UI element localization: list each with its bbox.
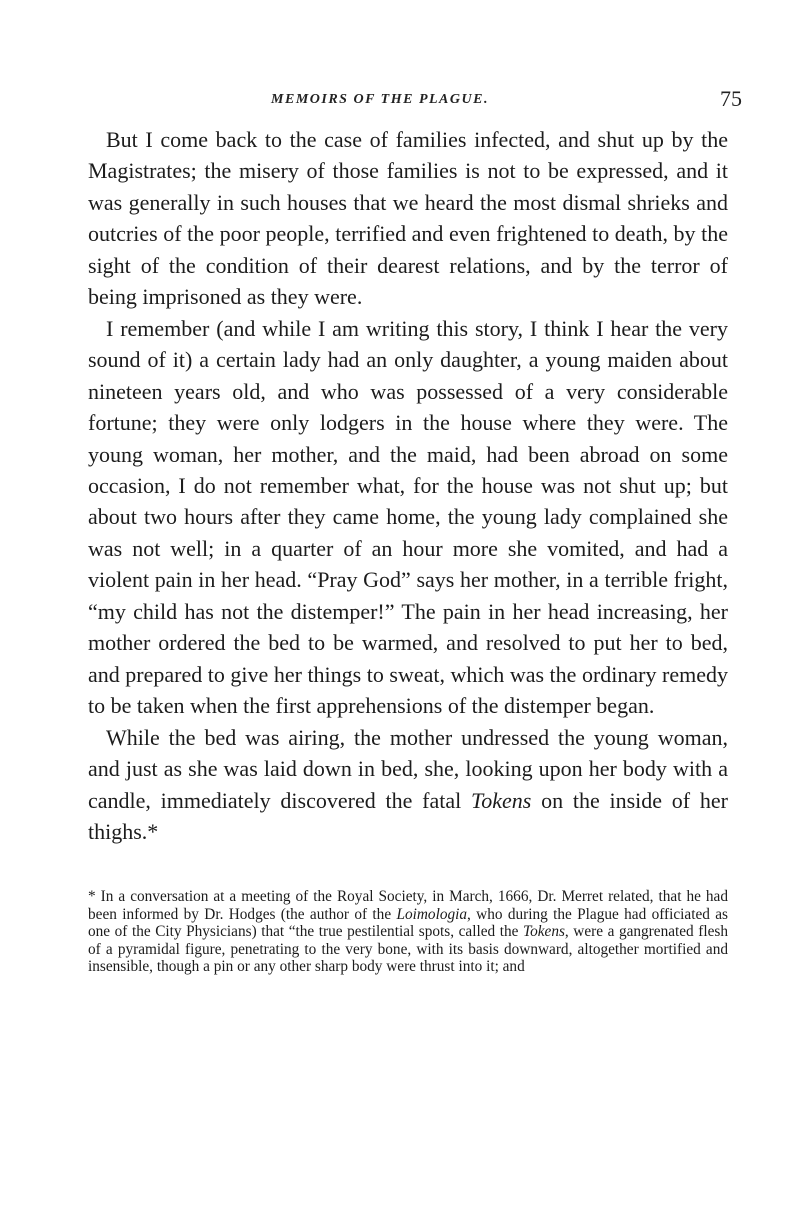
paragraph-3-end: on the inside of her thighs.* xyxy=(88,787,728,844)
footnote-part-3: , were a gangrenated flesh of a pyramidal figure, penetrating to the very bone, with its basis downward, altogether mortified and insensible, though a pin or any other sharp body were thrust into it; and xyxy=(88,923,728,976)
tokens-italic: Tokens xyxy=(470,787,532,813)
footnote-part-2: , who during the Plague had officiated as one of the City Physicians) that “the true pestilential spots, called the xyxy=(88,905,728,941)
paragraph-1: But I come back to the case of families infected, and shut up by the Magistrates; the misery of those families is not to be expressed, and it was generally in such houses that we heard the most dismal shrieks and outcries of the poor people, terrified and even frightened to death, by the sight of the condition of their dearest relations, and by the terror of being imprisoned as they were. xyxy=(88,127,728,310)
footnote-italic-loimologia: Loimologia xyxy=(396,905,468,923)
paragraph-3-text: While the bed was airing, the mother undressed the young woman, and just as she was laid down in bed, she, looking upon her body with a candle, immediately discovered the fatal xyxy=(88,724,728,813)
running-head: MEMOIRS OF THE PLAGUE. xyxy=(271,92,489,107)
footnote xyxy=(88,888,728,976)
paragraph-3 xyxy=(88,722,728,848)
body-text xyxy=(88,124,728,847)
page-number: 75 xyxy=(720,86,742,111)
footnote-text xyxy=(88,888,728,976)
footnote-part-1: * In a conversation at a meeting of the Royal Society, in March, 1666, Dr. Merret related, that he had been informed by Dr. Hodges (the author of the xyxy=(88,888,728,923)
footnote-italic-tokens: Tokens xyxy=(522,923,565,941)
paragraph-2: I remember (and while I am writing this story, I think I hear the very sound of it) a certain lady had an only daughter, a young maiden about nineteen years old, and who was possessed of a very considerable fortune; they were only lodgers in the house where they were. The young woman, her mother, and the maid, had been abroad on some occasion, I do not remember what, for the house was not shut up; but about two hours after they came home, the young lady complained she was not well; in a quarter of an hour more she vomited, and had a violent pain in her head. “Pray God” says her mother, in a terrible fright, “my child has not the distemper!” The pain in her head increasing, her mother ordered the bed to be warmed, and resolved to put her to bed, and prepared to give her things to sweat, which was the ordinary remedy to be taken when the first apprehensions of the distemper began. xyxy=(88,315,728,719)
